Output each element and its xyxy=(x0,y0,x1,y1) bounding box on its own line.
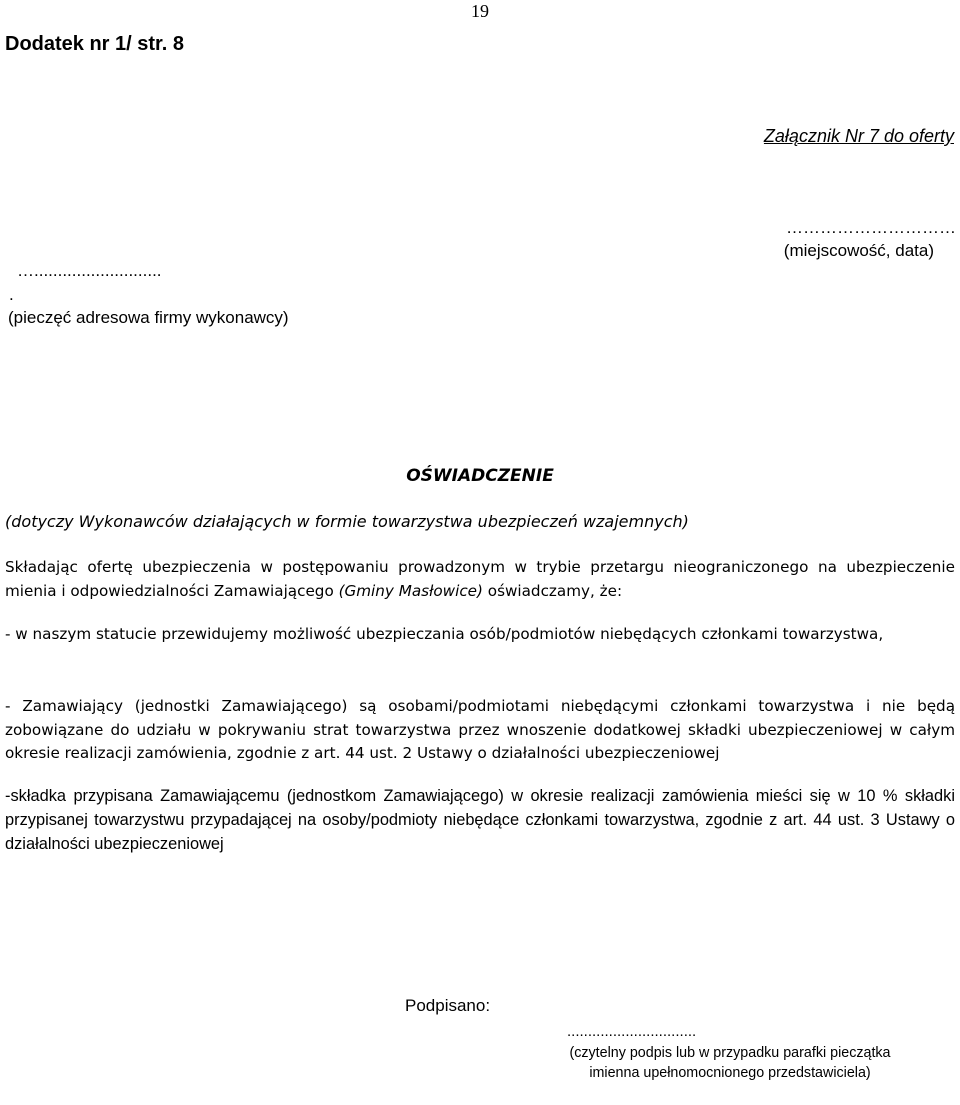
stamp-caption: (pieczęć adresowa firmy wykonawcy) xyxy=(8,308,289,327)
paragraph-declaration-intro xyxy=(5,556,955,603)
place-date-caption: (miejscowość, data) xyxy=(783,241,934,260)
paragraph-intro-text: Składając ofertę ubezpieczenia w postępowaniu prowadzonym w trybie przetargu nieograniczonego na ubezpieczenie mienia i odpowiedzialności Zamawiającego xyxy=(5,558,955,600)
signature-label: Podpisano: xyxy=(405,996,491,1015)
attachment-label: Załącznik Nr 7 do oferty xyxy=(763,126,954,146)
paragraph-non-member-clause: - Zamawiający (jednostki Zamawiającego) są osobami/podmiotami niebędącymi członkami towarzystwa i nie będą zobowiązane do udziału w pokrywaniu strat towarzystwa przez wnoszenie dodatkowej składki ubezpieczeniowej w całym okresie realizacji zamówienia, zgodnie z art. 44 ust. 2 Ustawy o działalności ubezpieczeniowej xyxy=(5,697,955,762)
page-number: 19 xyxy=(471,1,489,21)
document-title: OŚWIADCZENIE xyxy=(406,466,554,486)
stamp-dots: …........................... xyxy=(17,261,162,280)
stamp-dot: . xyxy=(9,285,14,304)
signature-dots: ............................... xyxy=(567,1023,697,1040)
document-subtitle: (dotyczy Wykonawców działających w formie towarzystwa ubezpieczeń wzajemnych) xyxy=(5,512,689,531)
signature-caption: (czytelny podpis lub w przypadku parafki pieczątka imienna upełnomocnionego przedstawiciela) xyxy=(569,1045,891,1081)
paragraph-premium-clause: -składka przypisana Zamawiającemu (jednostkom Zamawiającego) w okresie realizacji zamówienia mieści się w 10 % składki przypisanej towarzystwu przypadającej na osoby/podmioty niebędące członkami towarzystwa, zgodnie z art. 44 ust. 3 Ustawy o działalności ubezpieczeniowej xyxy=(5,787,955,853)
place-date-dots: ………………………… xyxy=(786,218,956,237)
document-header: Dodatek nr 1/ str. 8 xyxy=(5,33,184,55)
municipality-name: (Gminy Masłowice) xyxy=(338,581,483,600)
paragraph-statute-clause: - w naszym statucie przewidujemy możliwość ubezpieczania osób/podmiotów niebędących członkami towarzystwa, xyxy=(5,625,884,643)
paragraph-intro-ending: oświadczamy, że: xyxy=(482,581,623,600)
